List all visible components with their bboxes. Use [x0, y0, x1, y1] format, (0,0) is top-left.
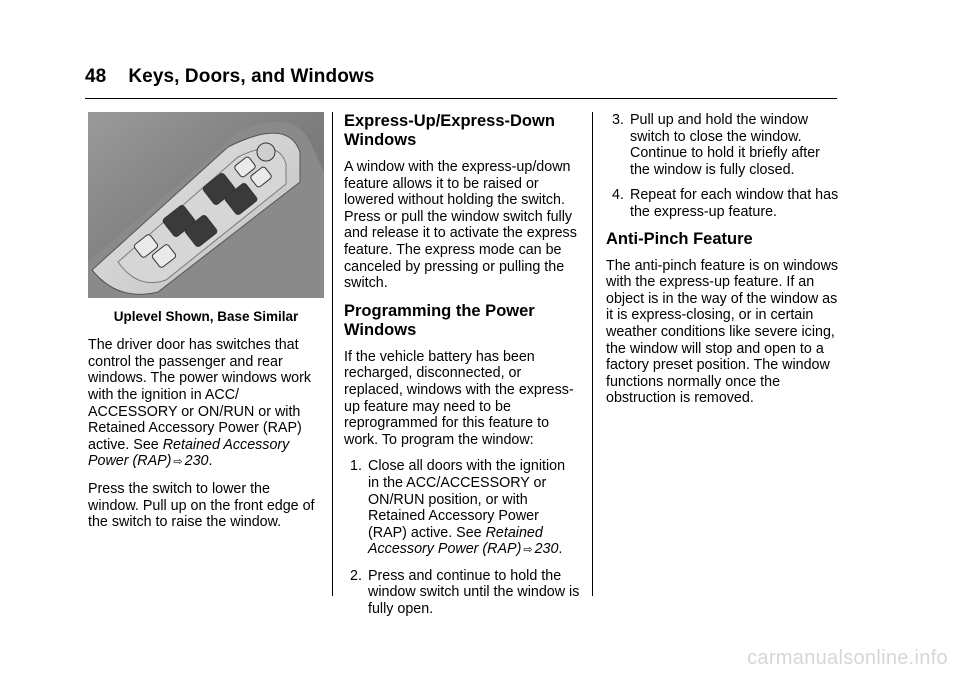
- col1-paragraph-2: Press the switch to lower the window. Pull up on the front edge of the switch to raise the window.: [88, 480, 315, 531]
- xref-arrow-icon: ⇨: [173, 456, 183, 469]
- header-rule: [85, 98, 837, 99]
- list-item: 4. Repeat for each window that has the express-up feature.: [612, 187, 839, 220]
- figure-caption: Uplevel Shown, Base Similar: [113, 308, 299, 324]
- col3-paragraph-1: The anti-pinch feature is on windows with the express-up feature. If an object is in the way of the window as it is express-closing, or in certain weather conditions like severe icing, the window will stop and open to a factory preset position. The window functions normally once the obstruction is removed.: [606, 257, 839, 407]
- column-divider-left: [332, 112, 333, 596]
- steps-list: [344, 458, 580, 617]
- col2-paragraph-1: A window with the express-up/down feature allows it to be raised or lowered without holding the switch. Press or pull the window switch fully and release it to activate the express feature. The express mode can be canceled by pressing or pulling the switch.: [344, 159, 577, 292]
- column-2: [344, 112, 580, 627]
- column-1: [88, 112, 324, 541]
- heading-express: Express-Up/Express-Down Windows: [344, 112, 555, 149]
- col2-paragraph-2: If the vehicle battery has been recharged, disconnected, or replaced, windows with the express-up feature may need to be reprogrammed for this feature to work. To program the window:: [344, 348, 574, 448]
- page-number: 48: [85, 66, 107, 87]
- column-divider-right: [592, 112, 593, 596]
- xref-link[interactable]: Retained Accessory Power (RAP): [368, 524, 543, 558]
- window-switch-figure: [88, 112, 324, 298]
- heading-programming: Programming the Power Windows: [344, 301, 535, 339]
- list-item: 1. Close all doors with the ignition in the ACC/ACCESSORY or ON/RUN position, or with Retained Accessory Power (RAP) active. See Retained Accessory Power (RAP) ⇨ 230.: [350, 458, 566, 558]
- col1-paragraph-1: The driver door has switches that control the passenger and rear windows. The power windows work with the ignition in ACC/ ACCESSORY or ON/RUN or with Retained Accessory Power (RAP) active. See Retained Accessory Power (RAP) ⇨ 230.: [88, 337, 312, 470]
- list-item: 3. Pull up and hold the window switch to close the window. Continue to hold it briefly after the window is fully closed.: [612, 112, 820, 178]
- section-title: Keys, Doors, and Windows: [128, 66, 375, 87]
- list-item: 2. Press and continue to hold the window switch until the window is fully open.: [350, 567, 580, 618]
- heading-anti-pinch: Anti-Pinch Feature: [606, 229, 753, 248]
- xref-page[interactable]: 230: [184, 453, 209, 470]
- watermark: carmanualsonline.info: [747, 647, 948, 669]
- xref-arrow-icon: ⇨: [523, 544, 533, 557]
- column-3: [606, 112, 842, 417]
- xref-page[interactable]: 230: [534, 541, 559, 558]
- xref-link[interactable]: Retained Accessory Power (RAP): [88, 436, 290, 470]
- steps-list-continued: [606, 112, 842, 221]
- page-header: [85, 66, 837, 88]
